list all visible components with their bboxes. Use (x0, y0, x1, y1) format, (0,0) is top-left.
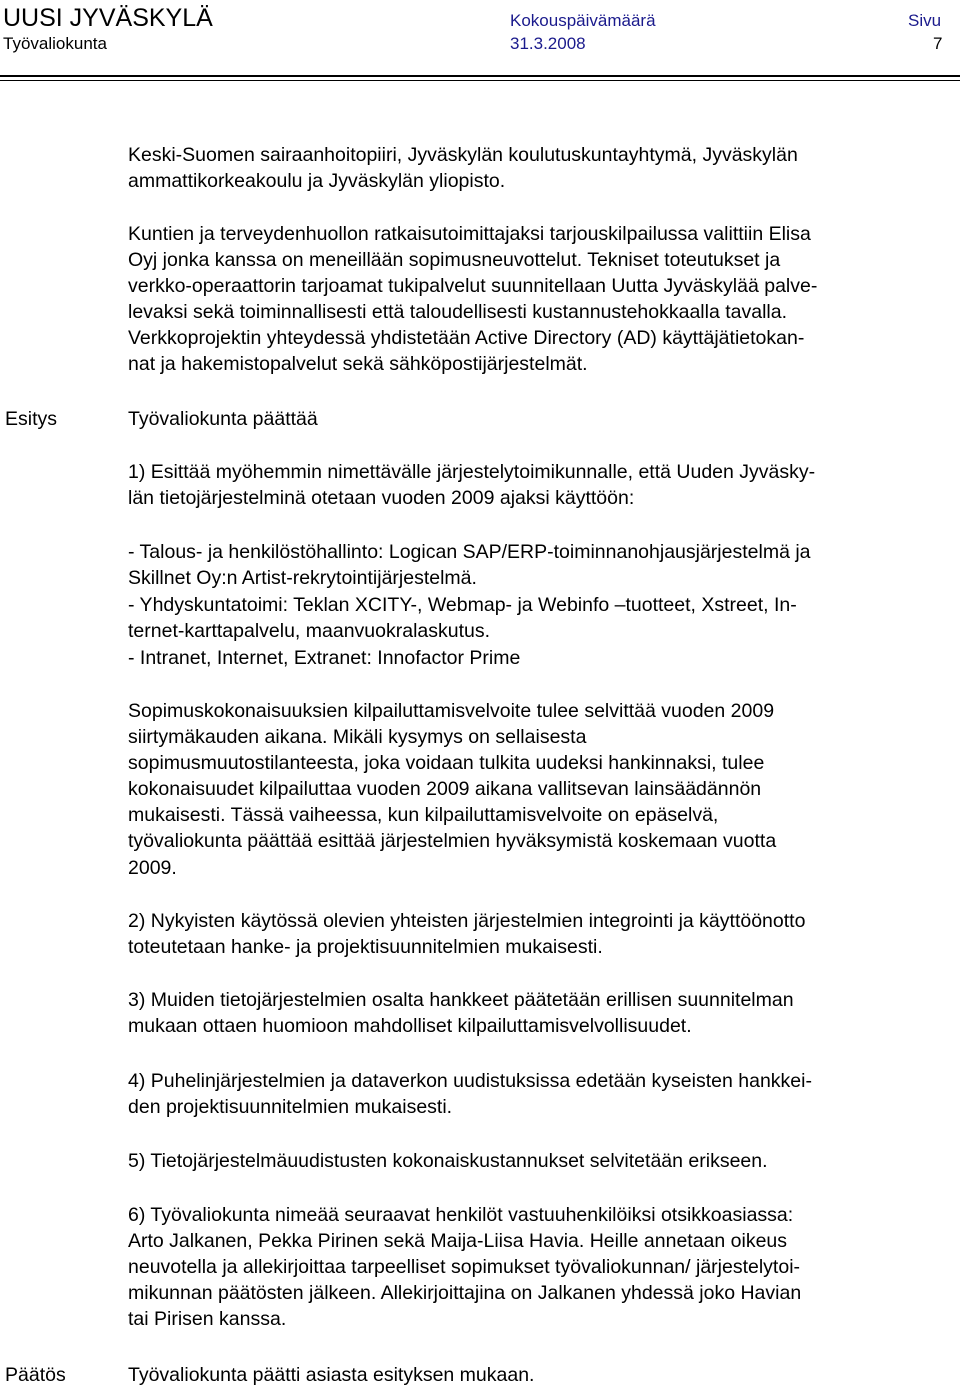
header-org: UUSI JYVÄSKYLÄ (3, 4, 213, 32)
decision-text: Työvaliokunta päätti asiasta esityksen mukaan. (128, 1364, 535, 1386)
text-line: den projektisuunnitelmien mukaisesti. (128, 1096, 453, 1118)
header-date: 31.3.2008 (510, 34, 586, 53)
header-rule-thick (0, 75, 960, 77)
text-line: mukaisesti. Tässä vaiheessa, kun kilpailuttamisvelvoite on epäselvä, (128, 804, 719, 826)
text-line: levaksi sekä toiminnallisesti että taloudellisesti kustannustehokkaalla tavalla. (128, 301, 788, 323)
text-line: - Talous- ja henkilöstöhallinto: Logican SAP/ERP-toiminnanohjausjärjestelmä ja (128, 541, 811, 563)
text-line: ternet-karttapalvelu, maanvuokralaskutus. (128, 620, 491, 642)
text-line: - Yhdyskuntatoimi: Teklan XCITY-, Webmap- ja Webinfo –tuotteet, Xstreet, In- (128, 594, 797, 616)
text-line: Skillnet Oy:n Artist-rekrytointijärjestelmä. (128, 567, 477, 589)
section-heading: Työvaliokunta päättää (128, 408, 318, 430)
header-rule-thin (0, 80, 960, 81)
header-page-number: 7 (933, 34, 943, 53)
text-line: siirtymäkauden aikana. Mikäli kysymys on sellaisesta (128, 726, 587, 748)
header-body: Työvaliokunta (3, 34, 107, 53)
text-line: ammattikorkeakoulu ja Jyväskylän yliopisto. (128, 170, 506, 192)
text-line: Keski-Suomen sairaanhoitopiiri, Jyväskylän koulutuskuntayhtymä, Jyväskylän (128, 144, 798, 166)
text-line: toteutetaan hanke- ja projektisuunnitelmien mukaisesti. (128, 936, 603, 958)
header-date-label: Kokouspäivämäärä (510, 11, 656, 30)
text-line: - Intranet, Internet, Extranet: Innofactor Prime (128, 647, 521, 669)
text-line: mikunnan päätösten jälkeen. Allekirjoittajina on Jalkanen yhdessä joko Havian (128, 1282, 802, 1304)
label-esitys: Esitys (5, 408, 58, 430)
text-line: 4) Puhelinjärjestelmien ja dataverkon uudistuksissa edetään kyseisten hankkei- (128, 1070, 812, 1092)
text-line: Oyj jonka kanssa on meneillään sopimusneuvottelut. Tekniset toteutukset ja (128, 249, 781, 271)
text-line: 6) Työvaliokunta nimeää seuraavat henkilöt vastuuhenkilöiksi otsikkoasiassa: (128, 1204, 794, 1226)
text-line: Verkkoprojektin yhteydessä yhdistetään Active Directory (AD) käyttäjätietokan- (128, 327, 805, 349)
text-line: nat ja hakemistopalvelut sekä sähköpostijärjestelmät. (128, 353, 588, 375)
text-line: työvaliokunta päättää esittää järjestelmien hyväksymistä koskemaan vuotta (128, 830, 777, 852)
text-line: län tietojärjestelminä otetaan vuoden 2009 ajaksi käyttöön: (128, 487, 635, 509)
text-line: Sopimuskokonaisuuksien kilpailuttamisvelvoite tulee selvittää vuoden 2009 (128, 700, 775, 722)
text-line: Kuntien ja terveydenhuollon ratkaisutoimittajaksi tarjouskilpailussa valittiin Elisa (128, 223, 811, 245)
text-line: 2) Nykyisten käytössä olevien yhteisten järjestelmien integrointi ja käyttöönotto (128, 910, 806, 932)
text-line: verkko-operaattorin tarjoamat tukipalvelut suunnitellaan Uutta Jyväskylää palve- (128, 275, 818, 297)
text-line: 5) Tietojärjestelmäuudistusten kokonaiskustannukset selvitetään erikseen. (128, 1150, 768, 1172)
text-line: sopimusmuutostilanteesta, joka voidaan tulkita uudeksi hankinnaksi, tulee (128, 752, 765, 774)
text-line: neuvotella ja allekirjoittaa tarpeelliset sopimukset työvaliokunnan/ järjestelytoi- (128, 1256, 801, 1278)
header-page-label: Sivu (908, 11, 942, 30)
text-line: kokonaisuudet kilpailuttaa vuoden 2009 aikana vallitsevan lainsäädännön (128, 778, 762, 800)
text-line: Arto Jalkanen, Pekka Pirinen sekä Maija-Liisa Havia. Heille annetaan oikeus (128, 1230, 788, 1252)
text-line: mukaan ottaen huomioon mahdolliset kilpailuttamisvelvollisuudet. (128, 1015, 692, 1037)
label-paatos: Päätös (5, 1364, 66, 1386)
text-line: 3) Muiden tietojärjestelmien osalta hankkeet päätetään erillisen suunnitelman (128, 989, 794, 1011)
text-line: 1) Esittää myöhemmin nimettävälle järjestelytoimikunnalle, että Uuden Jyväsky- (128, 461, 816, 483)
text-line: 2009. (128, 857, 177, 879)
text-line: tai Pirisen kanssa. (128, 1308, 287, 1330)
